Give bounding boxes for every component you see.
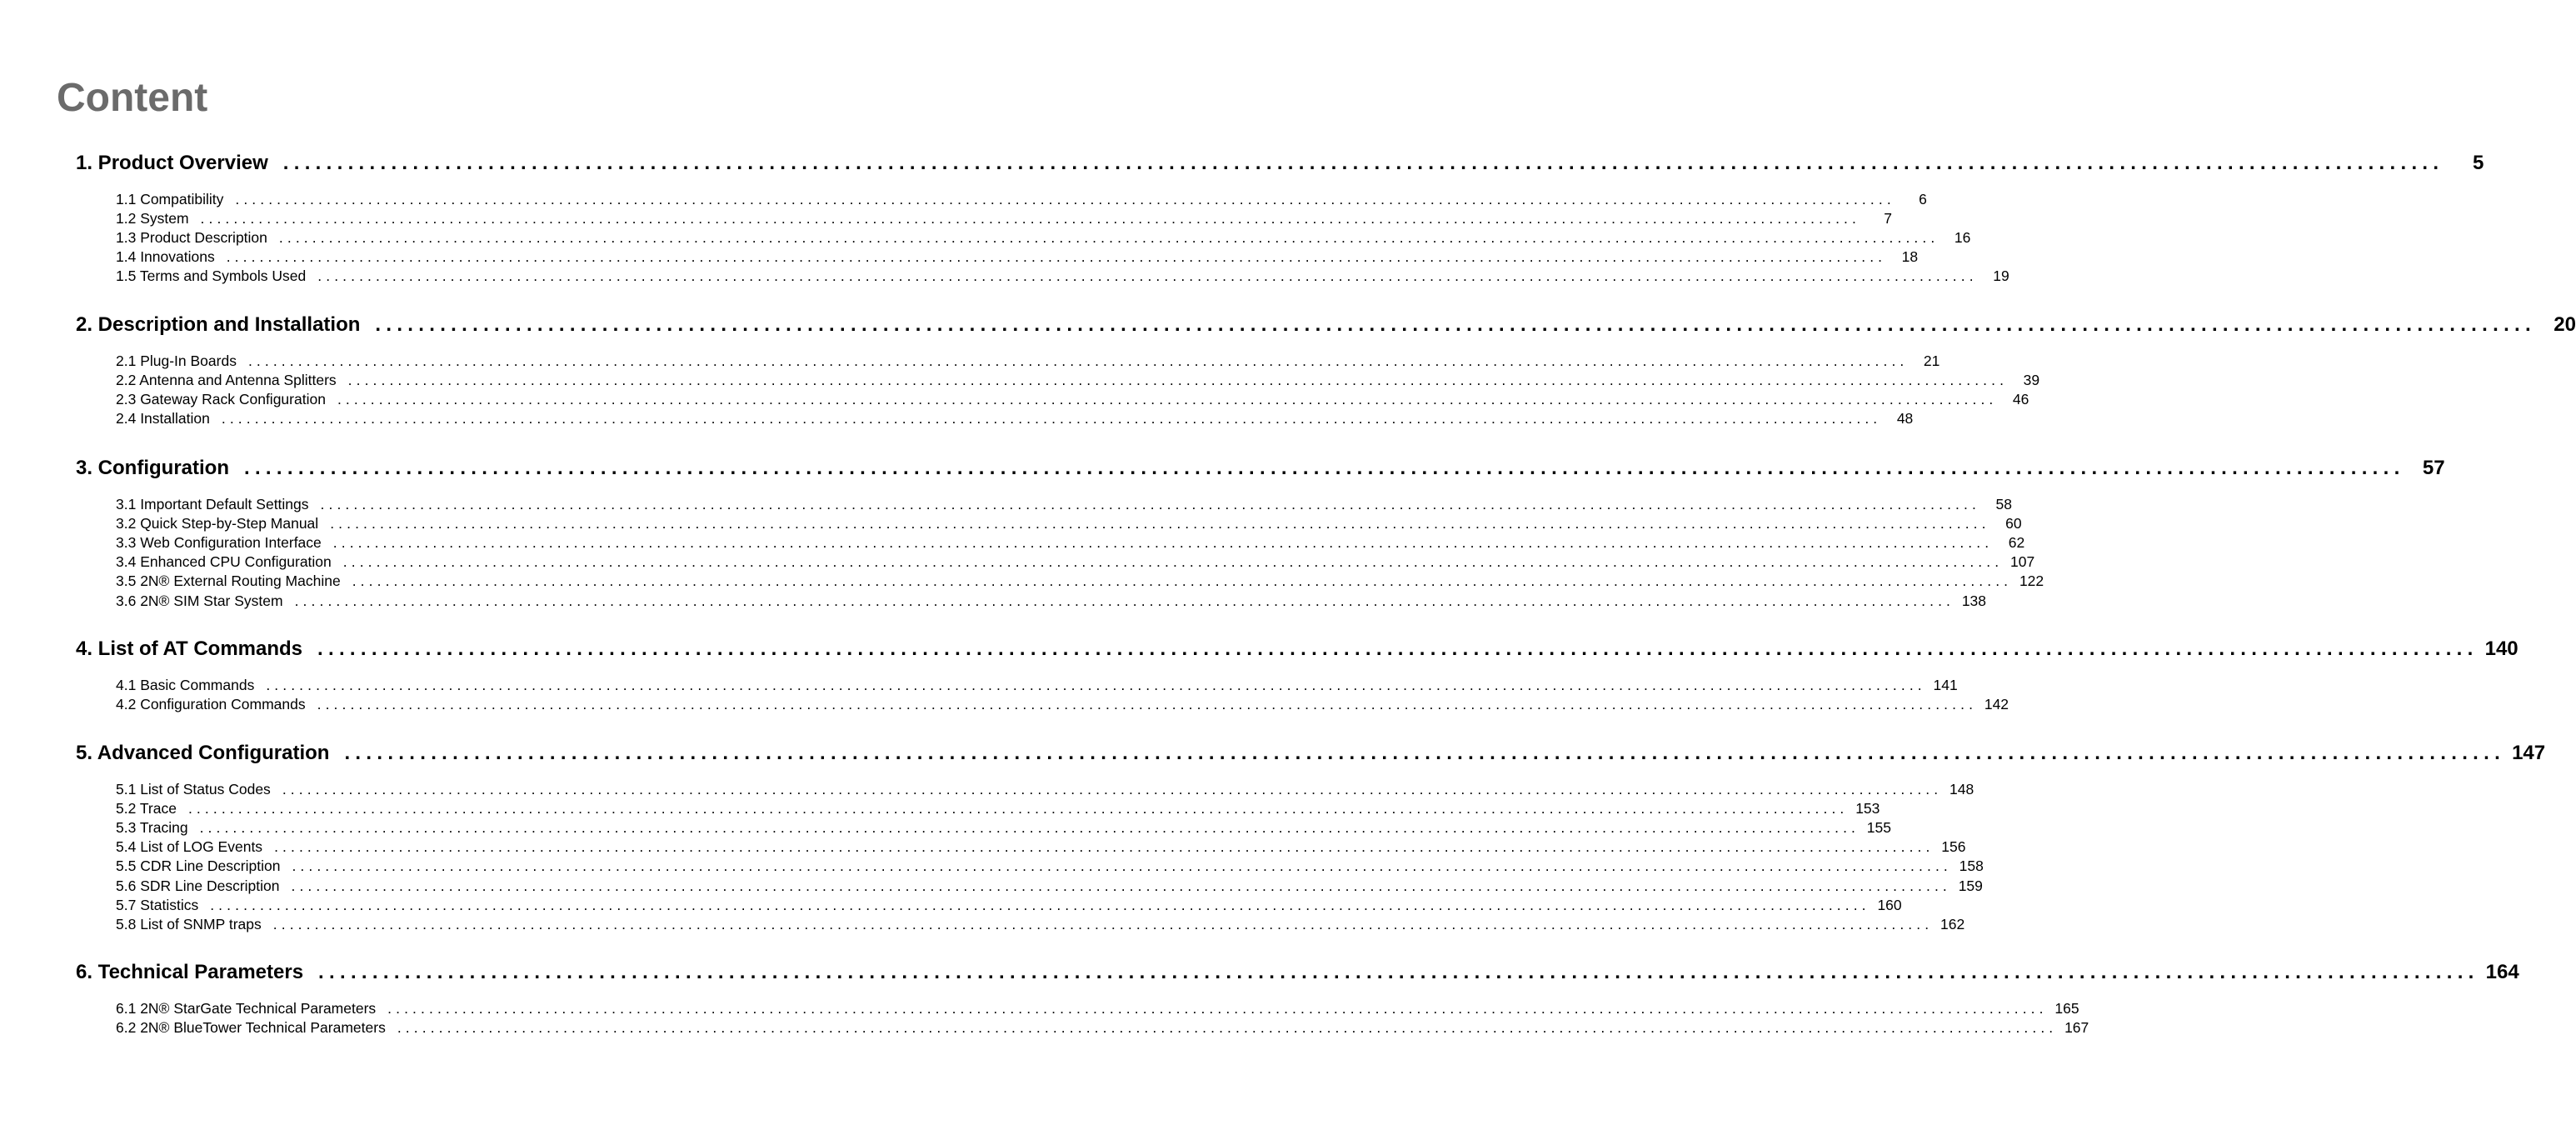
dot-leader: ........................................................................................................................................................................................................ bbox=[292, 858, 1952, 875]
toc-section-entry[interactable] bbox=[116, 696, 2009, 715]
toc-section-entry[interactable] bbox=[116, 515, 2022, 534]
toc-section-entry[interactable] bbox=[116, 915, 1965, 935]
toc-chapter-entry[interactable] bbox=[76, 457, 2445, 483]
page-number: 18 bbox=[1901, 248, 1919, 266]
page-number: 57 bbox=[2422, 457, 2445, 479]
page-number: 48 bbox=[1896, 410, 1914, 428]
dot-leader: ........................................................................................................................................................................................................ bbox=[330, 515, 1990, 532]
page-number: 5 bbox=[2473, 152, 2484, 174]
toc-chapter-entry[interactable] bbox=[76, 313, 2576, 340]
dot-leader: ........................................................................................................................................................................................................ bbox=[317, 268, 1978, 285]
page-number: 156 bbox=[1941, 838, 1966, 856]
toc-section-entry[interactable] bbox=[116, 1019, 2089, 1038]
dot-leader: ........................................................................................................................................................................................................ bbox=[235, 191, 1895, 208]
section-title: 6.2 2N® BlueTower Technical Parameters bbox=[116, 1019, 386, 1037]
dot-leader: ........................................................................................................................................................................................................ bbox=[278, 229, 1939, 247]
dot-leader: ........................................................................................................................................................................................................ bbox=[387, 1000, 2048, 1017]
section-title: 3.1 Important Default Settings bbox=[116, 496, 309, 512]
dot-leader: ........................................................................................................................................................................................................ bbox=[282, 781, 1943, 798]
toc-section-entry[interactable] bbox=[116, 819, 1891, 838]
toc-section-entry[interactable] bbox=[116, 534, 2025, 553]
page-number: 159 bbox=[1958, 877, 1983, 894]
page-number: 162 bbox=[1939, 915, 1965, 932]
section-title: 5.4 List of LOG Events bbox=[116, 838, 263, 856]
page-number: 7 bbox=[1884, 210, 1892, 228]
section-title: 5.8 List of SNMP traps bbox=[116, 915, 262, 932]
toc-section-entry[interactable] bbox=[116, 496, 2012, 515]
page-number: 60 bbox=[2005, 515, 2022, 532]
toc-section-entry[interactable] bbox=[116, 248, 1919, 268]
toc-section-entry[interactable] bbox=[116, 268, 2009, 287]
page-number: 62 bbox=[2008, 534, 2025, 552]
chapter-title: 2. Description and Installation bbox=[76, 313, 361, 336]
toc-section-entry[interactable] bbox=[116, 592, 1987, 612]
page-number: 155 bbox=[1866, 819, 1891, 837]
toc-section-entry[interactable] bbox=[116, 229, 1971, 248]
page-number: 148 bbox=[1949, 781, 1974, 798]
toc-section-entry[interactable] bbox=[116, 781, 1974, 800]
dot-leader: ........................................................................................................................................................................................................ bbox=[272, 915, 1934, 932]
toc-section-entry[interactable] bbox=[116, 352, 1940, 372]
dot-leader: ........................................................................................................................................................................................................ bbox=[347, 372, 2009, 389]
page-number: 58 bbox=[1995, 496, 2012, 512]
toc-chapter-entry[interactable] bbox=[76, 961, 2519, 988]
chapter-title: 4. List of AT Commands bbox=[76, 638, 303, 660]
page-number: 39 bbox=[2023, 372, 2040, 389]
toc-section-entry[interactable] bbox=[116, 877, 1983, 897]
page-number: 165 bbox=[2054, 1000, 2079, 1017]
page-number: 167 bbox=[2064, 1019, 2089, 1037]
dot-leader: ........................................................................................................................................................................................................ bbox=[199, 819, 1860, 837]
chapter-title: 3. Configuration bbox=[76, 457, 229, 479]
page-number: 142 bbox=[1984, 696, 2009, 713]
toc-section-entry[interactable] bbox=[116, 838, 1966, 858]
page-number: 164 bbox=[2485, 961, 2519, 983]
dot-leader: ........................................................................................................................................................................................................ bbox=[221, 410, 1882, 428]
chapter-title: 6. Technical Parameters bbox=[76, 961, 304, 983]
section-title: 2.2 Antenna and Antenna Splitters bbox=[116, 372, 337, 389]
section-title: 2.4 Installation bbox=[116, 410, 210, 428]
toc-chapter-entry[interactable] bbox=[76, 638, 2519, 664]
dot-leader: ........................................................................................................................................................................................................ bbox=[332, 534, 1994, 552]
toc-section-entry[interactable] bbox=[116, 572, 2044, 592]
section-title: 1.1 Compatibility bbox=[116, 191, 224, 208]
section-title: 4.2 Configuration Commands bbox=[116, 696, 306, 713]
page-number: 138 bbox=[1961, 592, 1987, 609]
page-number: 140 bbox=[2484, 638, 2519, 660]
dot-leader: ........................................................................................................................................................................................................ bbox=[226, 248, 1887, 266]
dot-leader: ........................................................................................................................................................................................................ bbox=[243, 457, 2405, 479]
dot-leader: ........................................................................................................................................................................................................ bbox=[337, 391, 1998, 408]
section-title: 1.5 Terms and Symbols Used bbox=[116, 268, 307, 285]
dot-leader: ........................................................................................................................................................................................................ bbox=[342, 553, 2004, 571]
section-title: 3.3 Web Configuration Interface bbox=[116, 534, 322, 552]
chapter-title: 5. Advanced Configuration bbox=[76, 742, 330, 764]
page-number: 6 bbox=[1919, 191, 1927, 208]
toc-chapter-entry[interactable] bbox=[76, 742, 2546, 768]
toc-section-entry[interactable] bbox=[116, 858, 1984, 877]
toc-section-entry[interactable] bbox=[116, 1000, 2079, 1019]
section-title: 1.4 Innovations bbox=[116, 248, 215, 266]
section-title: 2.1 Plug-In Boards bbox=[116, 352, 237, 369]
dot-leader: ........................................................................................................................................................................................................ bbox=[291, 877, 1951, 894]
dot-leader: ........................................................................................................................................................................................................ bbox=[266, 677, 1926, 693]
page-number: 21 bbox=[1923, 352, 1940, 369]
section-title: 6.1 2N® StarGate Technical Parameters bbox=[116, 1000, 377, 1017]
dot-leader: ........................................................................................................................................................................................................ bbox=[274, 838, 1934, 856]
dot-leader: ........................................................................................................................................................................................................ bbox=[375, 313, 2536, 336]
page-title: Content bbox=[57, 76, 208, 120]
toc-section-entry[interactable] bbox=[116, 553, 2035, 572]
page-number: 19 bbox=[1993, 268, 2009, 285]
page-number: 46 bbox=[2012, 391, 2029, 408]
dot-leader: ........................................................................................................................................................................................................ bbox=[294, 592, 1955, 609]
toc-section-entry[interactable] bbox=[116, 800, 1880, 819]
section-title: 3.5 2N® External Routing Machine bbox=[116, 572, 341, 590]
page-number: 107 bbox=[2010, 553, 2035, 571]
dot-leader: ........................................................................................................................................................................................................ bbox=[397, 1019, 2058, 1037]
section-title: 4.1 Basic Commands bbox=[116, 677, 255, 693]
dot-leader: ........................................................................................................................................................................................................ bbox=[344, 742, 2506, 764]
page-number: 141 bbox=[1933, 677, 1958, 693]
section-title: 3.6 2N® SIM Star System bbox=[116, 592, 283, 609]
dot-leader: ........................................................................................................................................................................................................ bbox=[247, 352, 1909, 369]
dot-leader: ........................................................................................................................................................................................................ bbox=[187, 800, 1849, 818]
toc-section-entry[interactable] bbox=[116, 391, 2029, 410]
chapter-title: 1. Product Overview bbox=[76, 152, 268, 174]
toc-section-entry[interactable] bbox=[116, 677, 1958, 696]
dot-leader: ........................................................................................................................................................................................................ bbox=[352, 572, 2013, 590]
toc-section-entry[interactable] bbox=[116, 410, 1914, 429]
dot-leader: ........................................................................................................................................................................................................ bbox=[317, 696, 1978, 713]
section-title: 5.7 Statistics bbox=[116, 896, 199, 913]
page-number: 153 bbox=[1855, 800, 1880, 818]
section-title: 5.3 Tracing bbox=[116, 819, 188, 837]
dot-leader: ........................................................................................................................................................................................................ bbox=[317, 638, 2479, 660]
page-number: 158 bbox=[1959, 858, 1984, 875]
section-title: 5.6 SDR Line Description bbox=[116, 877, 280, 894]
section-title: 2.3 Gateway Rack Configuration bbox=[116, 391, 326, 408]
dot-leader: ........................................................................................................................................................................................................ bbox=[282, 152, 2444, 174]
section-title: 5.2 Trace bbox=[116, 800, 177, 818]
dot-leader: ........................................................................................................................................................................................................ bbox=[200, 210, 1860, 228]
section-title: 5.1 List of Status Codes bbox=[116, 781, 271, 798]
toc-chapter-entry[interactable] bbox=[76, 152, 2484, 178]
page-number: 16 bbox=[1954, 229, 1971, 247]
section-title: 1.3 Product Description bbox=[116, 229, 267, 247]
section-title: 5.5 CDR Line Description bbox=[116, 858, 281, 875]
toc-section-entry[interactable] bbox=[116, 210, 1892, 229]
toc-section-entry[interactable] bbox=[116, 191, 1927, 210]
dot-leader: ........................................................................................................................................................................................................ bbox=[210, 896, 1870, 913]
page-number: 122 bbox=[2019, 572, 2044, 590]
section-title: 1.2 System bbox=[116, 210, 189, 228]
toc-section-entry[interactable] bbox=[116, 372, 2040, 391]
page-number: 160 bbox=[1877, 896, 1902, 913]
section-title: 3.4 Enhanced CPU Configuration bbox=[116, 553, 332, 571]
section-title: 3.2 Quick Step-by-Step Manual bbox=[116, 515, 319, 532]
dot-leader: ........................................................................................................................................................................................................ bbox=[320, 496, 1980, 512]
page-number: 20 bbox=[2554, 313, 2576, 336]
toc-section-entry[interactable] bbox=[116, 896, 1902, 916]
page-number: 147 bbox=[2512, 742, 2546, 764]
dot-leader: ........................................................................................................................................................................................................ bbox=[318, 961, 2479, 983]
